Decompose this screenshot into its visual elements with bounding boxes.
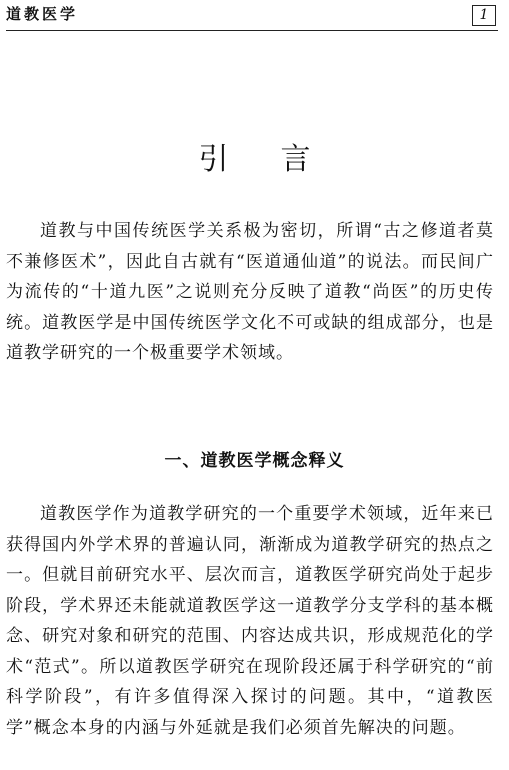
section-heading: 一、道教医学概念释义 (164, 451, 345, 471)
intro-paragraph: 道教与中国传统医学关系极为密切，所谓“古之修道者莫不兼修医术”，因此自古就有“医道通仙道”的说法。而民间广为流传的“十道九医”之说则充分反映了道教“尚医”的历史传统。道教医学是中国传统医学文化不可或缺的组成部分，也是道教学研究的一个极重要学术领域。 (6, 221, 494, 363)
section-paragraph: 道教医学作为道教学研究的一个重要学术领域，近年来已获得国内外学术界的普遍认同，渐渐成为道教学研究的热点之一。但就目前研究水平、层次而言，道教医学研究尚处于起步阶段，学术界还未能就道教医学这一道教学分支学科的基本概念、研究对象和研究的范围、内容达成共识，形成规范化的学术“范式”。所以道教医学研究在现阶段还属于科学研究的“前科学阶段”，有许多值得深入探讨的问题。其中，“道教医学”概念本身的内涵与外延就是我们必须首先解决的问题。 (6, 504, 494, 738)
page-number: 1 (472, 5, 496, 26)
running-header (6, 4, 498, 31)
running-title: 道教医学 (6, 5, 79, 23)
chapter-title: 引言 (198, 142, 363, 177)
